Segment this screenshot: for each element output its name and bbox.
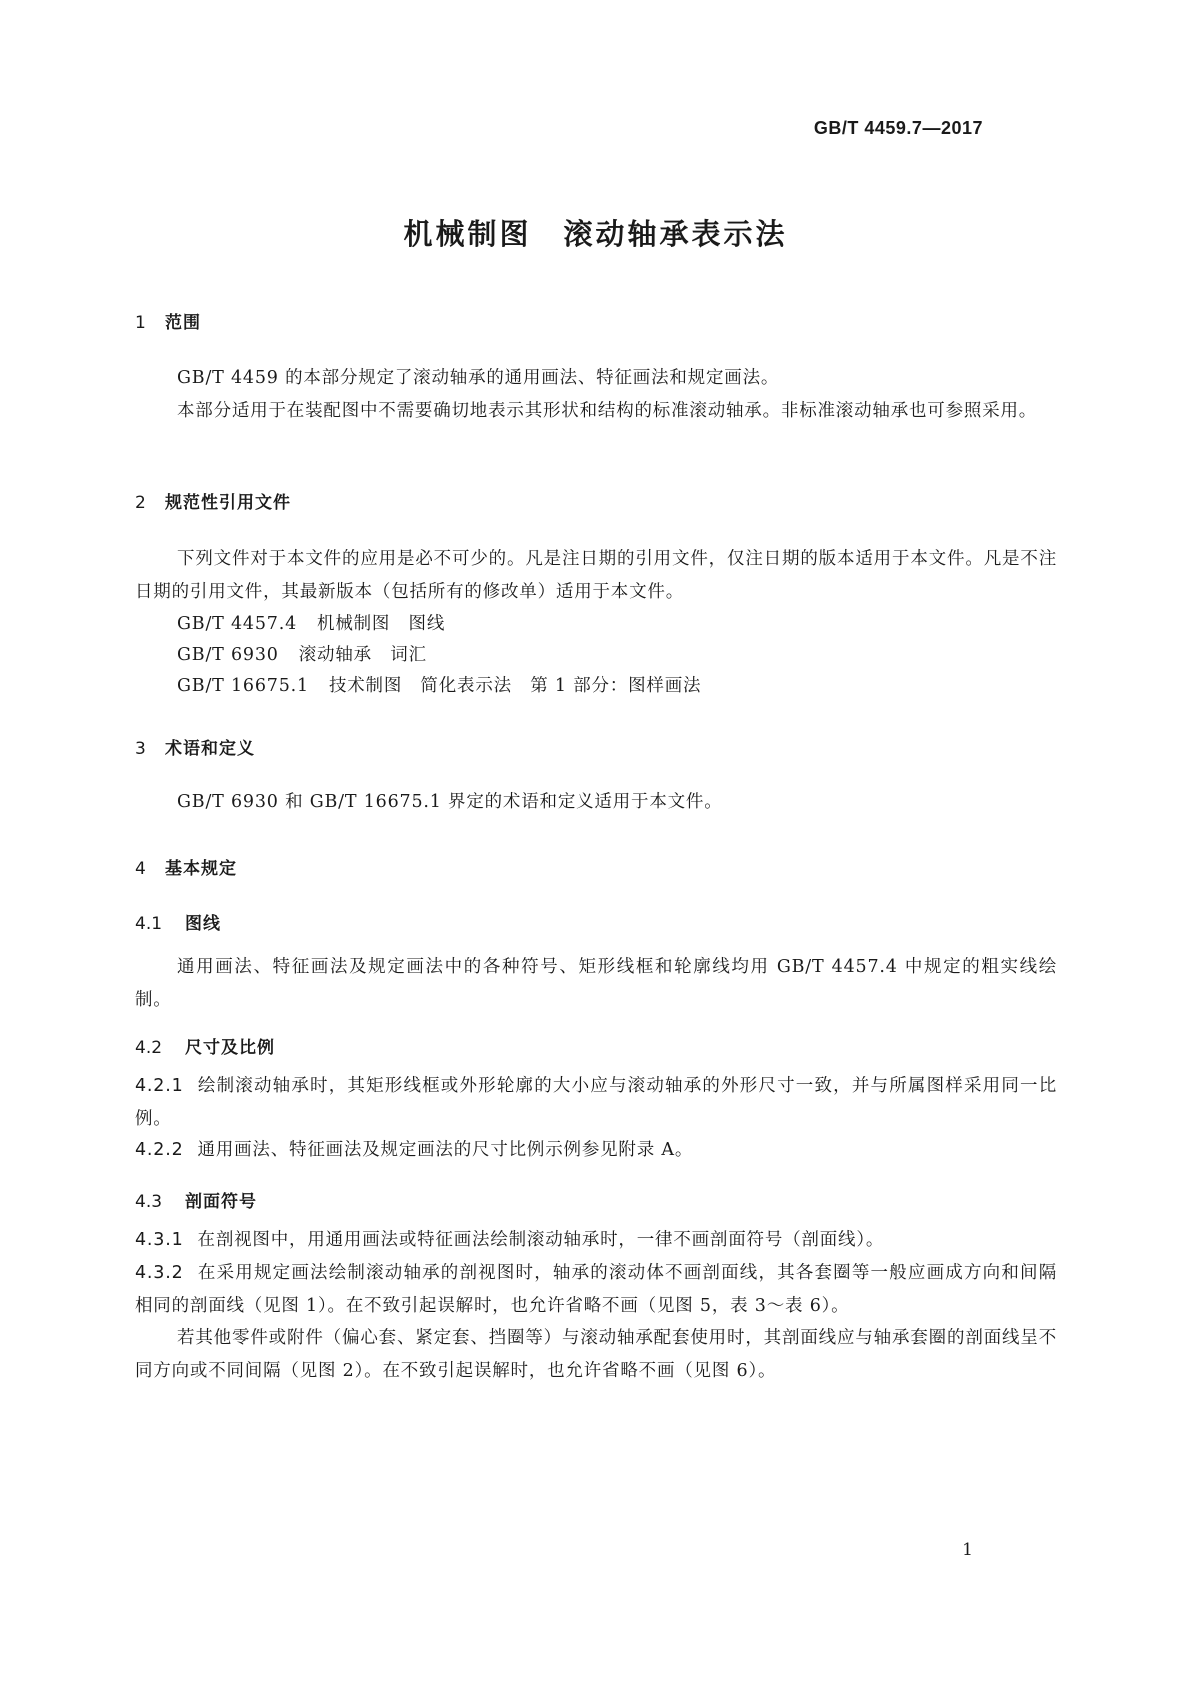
standard-number: GB/T 4459.7—2017	[813, 118, 983, 138]
reference-item	[177, 672, 701, 697]
section-label: 基本规定	[165, 859, 237, 879]
reference-item	[177, 641, 427, 666]
section-number: 2	[135, 493, 146, 513]
reference-item	[177, 610, 445, 635]
section-3-para-1: GB/T 6930 和 GB/T 16675.1 界定的术语和定义适用于本文件。	[177, 792, 723, 812]
document-title: 机械制图 滚动轴承表示法	[403, 217, 788, 251]
reference-title: 机械制图 图线	[317, 614, 446, 634]
clause-4-2-2	[135, 1134, 1057, 1167]
section-1-heading	[135, 308, 201, 333]
clause-4-2-1	[135, 1070, 1057, 1136]
reference-code: GB/T 16675.1	[177, 676, 309, 696]
clause-number: 4.2.1	[135, 1076, 184, 1096]
section-1-para-2: 本部分适用于在装配图中不需要确切地表示其形状和结构的标准滚动轴承。非标准滚动轴承也可参照采用。	[177, 401, 1038, 421]
subsection-label: 图线	[185, 914, 221, 934]
clause-4-3-1	[135, 1224, 1057, 1257]
section-number: 3	[135, 739, 146, 759]
clause-text: 绘制滚动轴承时，其矩形线框或外形轮廓的大小应与滚动轴承的外形尺寸一致，并与所属图样采用同一比例。	[135, 1076, 1057, 1129]
subsection-4-1-heading	[135, 909, 221, 934]
reference-code: GB/T 6930	[177, 645, 279, 665]
subsection-number: 4.1	[135, 914, 163, 934]
clause-4-3-2	[135, 1257, 1057, 1323]
section-2-para-1: 下列文件对于本文件的应用是必不可少的。凡是注日期的引用文件，仅注日期的版本适用于本文件。凡是不注日期的引用文件，其最新版本（包括所有的修改单）适用于本文件。	[135, 549, 1057, 602]
clause-number: 4.3.1	[135, 1230, 184, 1250]
subsection-4-3-para: 若其他零件或附件（偏心套、紧定套、挡圈等）与滚动轴承配套使用时，其剖面线应与轴承套圈的剖面线呈不同方向或不同间隔（见图 2）。在不致引起误解时，也允许省略不画（见图 6）。	[135, 1328, 1057, 1381]
section-number: 1	[135, 313, 146, 333]
subsection-number: 4.2	[135, 1038, 163, 1058]
clause-number: 4.3.2	[135, 1263, 184, 1283]
section-label: 范围	[165, 313, 201, 333]
section-1-para-1: GB/T 4459 的本部分规定了滚动轴承的通用画法、特征画法和规定画法。	[177, 368, 780, 388]
clause-number: 4.2.2	[135, 1140, 184, 1160]
section-label: 规范性引用文件	[165, 493, 291, 513]
subsection-label: 剖面符号	[185, 1192, 257, 1212]
reference-title: 滚动轴承 词汇	[298, 645, 427, 665]
subsection-4-3-heading	[135, 1187, 257, 1212]
subsection-label: 尺寸及比例	[185, 1038, 275, 1058]
section-number: 4	[135, 859, 146, 879]
clause-text: 在采用规定画法绘制滚动轴承的剖视图时，轴承的滚动体不画剖面线，其各套圈等一般应画成方向和间隔相同的剖面线（见图 1）。在不致引起误解时，也允许省略不画（见图 5，表 3～表 6）。	[135, 1263, 1057, 1316]
subsection-4-1-para: 通用画法、特征画法及规定画法中的各种符号、矩形线框和轮廓线均用 GB/T 4457.4 中规定的粗实线绘制。	[135, 957, 1057, 1010]
reference-code: GB/T 4457.4	[177, 614, 298, 634]
section-3-heading	[135, 734, 255, 759]
section-2-heading	[135, 488, 291, 513]
reference-title: 技术制图 简化表示法 第 1 部分：图样画法	[328, 676, 702, 696]
section-4-heading	[135, 854, 237, 879]
subsection-4-2-heading	[135, 1033, 275, 1058]
page-number: 1	[962, 1540, 973, 1560]
subsection-number: 4.3	[135, 1192, 163, 1212]
clause-text: 通用画法、特征画法及规定画法的尺寸比例示例参见附录 A。	[197, 1140, 694, 1160]
clause-text: 在剖视图中，用通用画法或特征画法绘制滚动轴承时，一律不画剖面符号（剖面线）。	[197, 1230, 885, 1250]
section-label: 术语和定义	[165, 739, 255, 759]
